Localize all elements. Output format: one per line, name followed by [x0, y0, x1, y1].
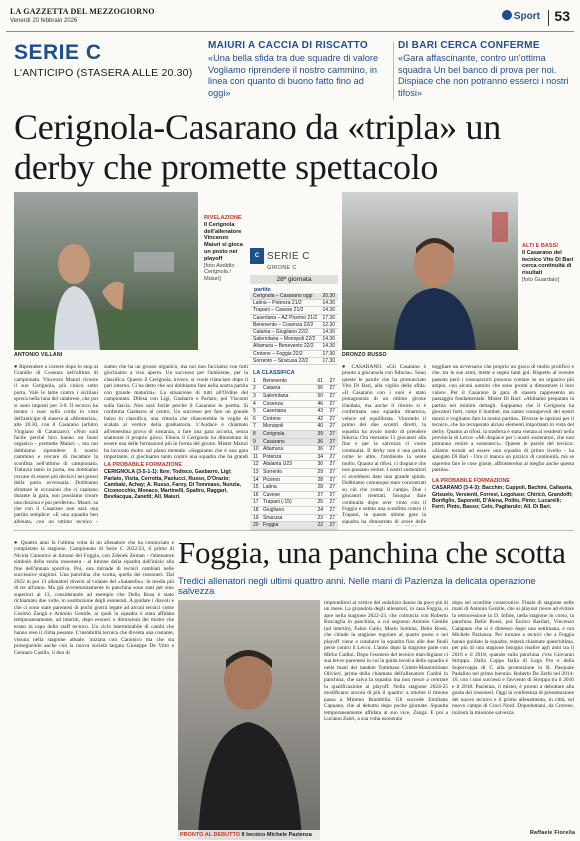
match-time: 14.30	[322, 343, 335, 350]
classifica-row	[250, 385, 338, 393]
match-time: 14.30	[322, 336, 335, 343]
photo-dibari-name: DRONZO RUSSO	[342, 352, 387, 358]
match-teams: Casertana – AZ Picerno 21/2	[253, 314, 318, 321]
formation-cerignola	[104, 462, 248, 501]
classifica-gp: 27	[329, 491, 335, 498]
match-row	[250, 343, 338, 350]
classifica-team: Sorrento	[263, 469, 283, 475]
classifica-gp: 27	[329, 415, 335, 422]
classifica-pts: 24	[317, 506, 323, 513]
classifica-gp: 27	[329, 385, 335, 392]
classifica-team: Siracusa	[263, 514, 283, 521]
photo-pazienza	[178, 600, 320, 840]
anticipo-label: L'ANTICIPO (STASERA ALLE 20.30)	[14, 67, 193, 79]
quote-maiuri	[208, 40, 388, 99]
serie-c-logo-icon: C	[250, 248, 264, 264]
article1-col4-text: toggliare un avversario che proprio un gioco di molto prolifico e che, tra le sue armi, mette a segno tanti gol. Rispetto al recente passato però i rossoazzurri possono contare su un organico più ampio, con alcuni uomini che sono pronti a dimostrare il loro valore. Per il Casarano la gara di stasera rappresenta un passaggio fondamentale. Mister Di Bari: «Abbiamo preparato la partita nei minimi dettagli. Sappiamo che il Cerignola ha giocatori forti, come il bomber, ma siamo consapevoli dei nostri mezzi e vogliamo fare la nostra partita». Diverse le opzioni per il tecnico, che ha recuperato alcuni elementi importanti in vista del derby. Quanto ai tifosi, la trasferta è stata vietata ai residenti nella provincia di Lecce. «Mi dispiace per i nostri sostenitori, che non potranno venire a sostenerci». Queste le parole del tecnico: «Siamo tornati ad essere una squadra di primo livello - ha spiegato Di Bari - Ora ci manca un pizzico di continuità, ma se sapremo fare le cose giuste, affronteremo al meglio anche questa partita».	[432, 364, 574, 474]
classifica-pts: 46	[317, 400, 323, 407]
match-time: 17.30	[322, 357, 335, 364]
classifica-pts: 34	[317, 453, 323, 460]
classifica-pos: 12	[253, 461, 259, 468]
classifica-gp: 27	[329, 469, 335, 475]
match-teams: Trapani – Cavese 21/2	[253, 307, 304, 314]
classifica-team: Casarano	[263, 438, 285, 445]
classifica-pts: 61	[317, 377, 323, 384]
classifica-team: Trapani (-15)	[263, 499, 292, 506]
classifica-pos: 9	[253, 438, 256, 445]
article1-col4	[432, 364, 574, 474]
classifica-pts: 23	[317, 514, 323, 521]
caption-body: Il Cerignola dell'allenatore Vincenzo Maiuri si gioca un posto nei playoff	[204, 221, 243, 262]
paper-name: LA GAZZETTA DEL MEZZOGIORNO	[10, 7, 155, 16]
match-time: 17.30	[322, 314, 335, 321]
match-time: 12.30	[322, 321, 335, 328]
standings-title: SERIE C	[267, 250, 310, 262]
classifica-row	[250, 439, 338, 447]
article1-col3	[342, 364, 426, 526]
classifica-pos: 8	[253, 431, 256, 438]
classifica-row	[250, 477, 338, 485]
match-row	[250, 322, 338, 329]
classifica-list	[250, 378, 338, 530]
matches-list	[250, 293, 338, 365]
classifica-pos: 6	[253, 415, 256, 422]
caption-body: Il tecnico Michele Pazienza	[241, 832, 312, 838]
match-time: 14.30	[322, 328, 335, 335]
classifica-team: Monopoli	[263, 423, 284, 430]
classifica-pts: 22	[317, 522, 323, 529]
match-time: 20.30	[322, 293, 335, 299]
article1-col1	[14, 364, 98, 526]
formation-title: LA PROBABILE FORMAZIONE	[104, 462, 182, 468]
quote-dibari	[398, 40, 574, 99]
match-time: 14.30	[322, 300, 335, 307]
classifica-row	[250, 492, 338, 500]
main-headline: Cerignola-Casarano da «tripla» un derby che promette spettacolo	[14, 107, 501, 187]
caption-kicker: ALTI E BASSI	[522, 243, 558, 249]
match-time: 17.30	[322, 350, 335, 357]
match-teams: Latina – Potenza 21/2	[253, 300, 302, 307]
article1-col3-text: CASARANO. «Gli Casarano è pronto a giocarsela con fiducia». Sono queste le parole che ha pronunciato Vito Di Bari, alla vigilia della sfida. «Il Casarano con i suoi è stato protagonista di un ottimo girone d'andata, ma anche il ritorno si è confermata una squadra dinamica, veloce ed equilibrata. Vincendo il primo dei due scontri diretti, la squadra ha avuto modo di prendere fiducia. Ora restiamo 11 giocatori alla fine e per la salvezza ci vuole continuità. Il derby non è una partita come le altre, l'ambiente la sente molto. Quanto ai tifosi, ci dispiace che non possano venire. I nostri sostenitori ci avrebbero dato una grande spinta. Dobbiamo comunque stare concentrati su ciò che conta: il campo. Due i giocatori rientrati, bisogna dare continuità dopo aver vinto con il Foggia e subito una sconfitta contro il Trapani, in queste ultime gare la squadra ha dimostrato di avere delle	[342, 364, 426, 525]
classifica-pos: 14	[253, 476, 259, 483]
classifica-gp: 27	[329, 423, 335, 430]
formation-title: LA PROBABILE FORMAZIONE	[432, 478, 510, 484]
match-row	[250, 358, 338, 365]
standings-subtitle: GIRONE C	[267, 265, 297, 271]
photo-maiuri-name: ANTONIO VILLANI	[14, 352, 63, 358]
quote-maiuri-text: «Una bella sfida tra due squadre di valore Vogliamo riprendere il nostro cammino, in linea con quanto di buono fatto fino ad oggi»	[208, 53, 379, 98]
standings-header	[250, 247, 338, 265]
classifica-row	[250, 378, 338, 386]
photo-pazienza-caption	[178, 830, 320, 840]
classifica-pos: 13	[253, 469, 259, 475]
article1-col2-body: siamo che ha un grosso organico, ma noi non facciamo con tutti giochiamo a viso aperto. Un successo per l'ambiente, per la classifica. Questo il Cerignola, invece, si vuole rilanciare dopo il pari interno. Ci ha detto che noi dobbiamo fare nella nostra partita con grande maturità». La situazione di tutti all'Ordine del campionato. Difesa con Ligi, Gasbarro e Parlato, poi Visconti sulla fascia. Non sarà facile perché il Casarano in partita. Si conferma Gasbarro al centro. Un successo per fare un grande balzo in classifica, una vittoria che rilancerebbe le voglie di scalata al vertice della graduatoria. L'Audace è chiamato all'ennesima prova di sostanza, a fare una gara accorta, senza snaturare il proprio gioco. Finora il Cerignola ha dimostrato di essere una delle formazioni più in forma del girone. Mister Maiuri ha lavorato molto sul piano mentale. «Sappiamo che è una gara importante, ci giochiamo tanto contro una squadra che ha grandi	[104, 364, 248, 460]
match-row	[250, 329, 338, 336]
classifica-pos: 4	[253, 400, 256, 407]
match-teams: Crotone – Foggia 22/2	[253, 350, 303, 357]
classifica-pts: 28	[317, 484, 323, 491]
match-teams: Benevento – Cosenza 22/2	[253, 321, 314, 328]
classifica-gp: 27	[329, 461, 335, 468]
classifica-gp: 27	[329, 514, 335, 521]
classifica-team: Altamura	[263, 446, 284, 453]
article2-author: Raffaele Fiorella	[530, 830, 576, 836]
classifica-row	[250, 461, 338, 469]
page-number: 53	[554, 8, 570, 24]
match-row	[250, 307, 338, 314]
classifica-row	[250, 515, 338, 523]
classifica-gp: 27	[329, 400, 335, 407]
classifica-pos: 19	[253, 514, 259, 521]
classifica-pts: 36	[317, 446, 323, 453]
classifica-gp: 27	[329, 408, 335, 415]
standings-box	[250, 247, 338, 530]
match-teams: Salernitana – Monopoli 22/2	[253, 336, 316, 343]
classifica-team: Cosenza	[263, 400, 283, 407]
sport-logo-icon	[502, 10, 512, 20]
second-headline: Foggia, una panchina che scotta	[178, 535, 566, 570]
classifica-team: Salernitana	[263, 393, 289, 400]
classifica-pos: 15	[253, 484, 259, 491]
match-row	[250, 300, 338, 307]
bullet-icon: ●	[342, 364, 352, 370]
classifica-pts: 36	[317, 438, 323, 445]
classifica-label: LA CLASSIFICA	[253, 369, 295, 376]
photo-dibari	[342, 192, 518, 350]
match-row	[250, 336, 338, 343]
classifica-pos: 11	[253, 453, 259, 460]
classifica-gp: 27	[329, 522, 335, 529]
article1-col1-text: Riprendere a correre dopo lo stop al Granillo di Cosenza nell'ultima di campionato. Vincenzo Maiuri rivuole il suo Cerignola, più cinico sotto porta. Vale le lame contro i siciliani spreca nella luna del calabrese, che poi si sono imposti per 3-0. Il tecnico ha tenuto i suoi sulla corda in vista dell'anticipo di stasera al «Monterisi», alle 20.30, con il Casarano (arbitro Vingiano di Catanzaro). «Non sarà facile perché loro hanno un buon organico - premette Maiuri -, ma noi dobbiamo riprendere il nostro cammino e cercare di riscattare la sconfitta nell'ultimo di campionato. Tuttavia tanto in porta, ma dobbiamo cercare di essere più decisivi nei pressi della porta avversaria. Dobbiamo sfruttare le occasioni che ci capitano durante la gara, non possiamo creare una dozzina e poi perderne». Mauri: sa che con il Casarano non sarà una partita semplice: «E una squadra ben allenata, con un ottimo tecnico -	[14, 364, 98, 525]
article2-col1	[14, 540, 174, 838]
classifica-pos: 2	[253, 385, 256, 392]
classifica-pts: 40	[317, 423, 323, 430]
quote-dibari-title: DI BARI CERCA CONFERME	[398, 40, 540, 51]
article2-col3	[452, 600, 574, 826]
classifica-pts: 56	[317, 385, 323, 392]
match-teams: Cerignola – Casarano oggi	[253, 293, 313, 299]
classifica-team: Catania	[263, 385, 281, 392]
classifica-team: Cavese	[263, 491, 280, 498]
classifica-team: Potenza	[263, 453, 282, 460]
article1-col2-main	[104, 364, 248, 460]
classifica-team: Foggia	[263, 522, 279, 529]
classifica-gp: 27	[329, 453, 335, 460]
classifica-pts: 43	[317, 408, 323, 415]
quote-dibari-text: «Gara affascinante, contro un'ottima squadra Un bel banco di prova per noi. Dispiace che non potranno esserci i nostri tifosi»	[398, 53, 569, 98]
classifica-gp: 27	[329, 484, 335, 491]
section-divider	[14, 530, 574, 531]
classifica-row	[250, 416, 338, 424]
classifica-pts: 30	[317, 461, 323, 468]
page-header	[6, 4, 574, 32]
classifica-pos: 7	[253, 423, 256, 430]
classifica-pos: 3	[253, 393, 256, 400]
classifica-row	[250, 408, 338, 416]
classifica-gp: 27	[329, 506, 335, 513]
caption-credit: [foto Asdidio Cerignola / Maiuri]	[204, 262, 235, 283]
bullet-icon: ●	[14, 540, 21, 546]
caption-body: Il Casarano del tecnico Vito Di Bari cerca continuità di risultati	[522, 249, 574, 277]
match-row	[250, 315, 338, 322]
photo-dibari-caption	[522, 243, 574, 284]
classifica-gp: 27	[329, 393, 335, 400]
classifica-pts: 39	[317, 431, 323, 438]
classifica-row	[250, 484, 338, 492]
match-teams: Altamura – Benevento 22/2	[253, 343, 314, 350]
classifica-team: Giugliano	[263, 506, 285, 513]
quote-maiuri-title: MAIURI A CACCIA DI RISCATTO	[208, 40, 368, 51]
classifica-pts: 25	[317, 499, 323, 506]
classifica-team: Benevento	[263, 377, 287, 384]
classifica-gp: 27	[329, 499, 335, 506]
classifica-team: Atalanta U23	[263, 461, 292, 468]
bullet-icon: ●	[14, 364, 20, 370]
classifica-row	[250, 393, 338, 401]
classifica-pos: 1	[253, 377, 256, 384]
classifica-team: Casertana	[263, 408, 287, 415]
classifica-row	[250, 469, 338, 477]
article2-col2	[324, 600, 448, 838]
classifica-row	[250, 423, 338, 431]
match-teams: Sorrento – Siracusa 22/2	[253, 357, 309, 364]
classifica-pts: 28	[317, 476, 323, 483]
classifica-gp: 27	[329, 476, 335, 483]
classifica-row	[250, 507, 338, 515]
classifica-row	[250, 401, 338, 409]
classifica-pts: 27	[317, 491, 323, 498]
quote-divider	[393, 42, 394, 100]
standings-round: 28ª giornata	[250, 275, 338, 284]
classifica-pts: 42	[317, 415, 323, 422]
article2-col1-text: Quattro anni fa l'ultima volta di un allenatore che ha cominciato e completato la stagione. Campionato di Serie C 2022/23, il primo di Nicola Canonico al timone del Foggia, con Zdenek Zeman - l'allenatore simbolo della storia rossonera - al timone della squadra dall'inizio alla fine dell'annata sportiva. Poi, una miriade di tecnici cambiati nelle successive stagioni. Una panchina che scotta, quella dei rossoneri. Dal 2022 in poi 13 allenatori diversi al volante del «Satanello»: in media più di tre all'anno. Ma già avventuratamente in panchina sono stati per sino superiori ai 13, considerando ad esempio che Della Rosa è stato richiamato due volte, in sostituzione degli esonerati. A guidare i diavoli e che ci sono state parentesi di pochi giorni legate ad alcuni tecnici come Cosimo Zangà e Antonio Gentile, ai quali la squadra è stata affidata temporaneamente, ad interim, dopo esoneri o dimissioni dei mister che erano in capo dello staff tecnico. Un ciclo interminabile di cambi che hanno reso il clima pesante. L'instabilità tecnica che diventa una costante, vissuta nella stagione attuale, iniziata con Canonico ma che sta proseguendo anche con la nuova società targata Giuseppe De Vitto e Gennaro Casillo, il duo di	[14, 540, 174, 656]
classifica-gp: 27	[329, 431, 335, 438]
classifica-team: Crotone	[263, 415, 281, 422]
classifica-row	[250, 431, 338, 439]
classifica-team: Latina	[263, 484, 277, 491]
classifica-pos: 5	[253, 408, 256, 415]
article2-col2-text: imprenditori al vertice del sodalizio dauno da poco più di un mese. La girandola degli allenatori, in casa Foggia, si apre nella stagione 2022-23, che comincia con Roberto Boscaglia in panchina, a cui seguono Antonio Gentile (ad interim), Fabio Gallo, Mario Somma, Delio Rossi, che chiude la stagione regolare al quarto posto e nei playoff viene a condurre la squadra fino alle due finali perse contro il Lecco. L'anno dopo la stagione parte con Mirko Cudini. Dopo l'esonero del tecnico marchigiano ci sua breve parentesi in cui la guida tecnica della squadra è nelle mani del tandem Tommaso Coletti-Massimiliano Olivieri, prima della chiamata dell'allenatore Cudini in panchina, che salva la squadra ma non riesce a centrare la qualificazione ai playoff. Nella stagione 2024-25 modificano ancora di più il quadro: a ottobre il timone passa a Mimmo Brambilla. Gli succede Emiliano Capuano, che al debutto dopo poche giornate. Squadra temporaneamente affidata al suo vice, Zanga. E poi a Luciano Zauri, a sua volta esonerato	[324, 600, 448, 723]
formation-text: CERIGNOLA (3-5-1-1): Ibre; Todisco, Gasbarro, Ligi; Parlato, Visita, Cerrotta, Paolucci, Russo, D'Orazio; Cambaki, Achay; A. Russo, Faroy, Di Tommaso, Nunzia, Ciconocchio, Monaco, Martinelli, Spaltro, Raggari, Bevilacqua, Zanetti; All. Maiuri.	[104, 469, 241, 501]
paper-date: Venerdì 20 febbraio 2026	[10, 18, 78, 24]
caption-credit: [foto Guardalo]	[522, 276, 560, 283]
classifica-pos: 18	[253, 506, 259, 513]
classifica-pos: 20	[253, 522, 259, 529]
article2-col3-text: dopo sei sconfitte consecutive. Finale di stagione nelle mani di Antonio Gentile, che ai playout riesce ad evitare la retrocessione in D. Infine, nella stagione in corso, la panchina Delio Rossi, poi Enrico Barilari, Vincenzo Catapano che si è dimesso dopo una settimana, e ora Michele Pazienza. Per tornare a tecnici che a Foggia hanno guidato la squadra, resterà chiamate quest'ultima, per più di una stagione bisogna risalire agli anni tra il 2016 e il 2018, quando sulla panchina c'era Giovanni Stroppa. Dalla Coppa Italia di Lega Pro e della Supercoppa di C alla promozione in B. Pasquale Padalino nel primo biennio. Roberto De Zerbi nel 2014-16, con i suoi successi e l'avvento di Stroppa tra il 2016 e il 2018. Pazienza, il mister, è pronto a debuttare alla guida dei rossoneri. Oggi la conferenza di presentazione del nuovo tecnico e il primo allenamento, in città, sul nuovo campo di Croci Nord. Dopodomani, da Crotone, inizierà la missione salvezza.	[452, 600, 574, 716]
second-subhead: Tredici allenatori negli ultimi quattro anni. Nelle mani di Pazienza la delicata operazione salvezza	[178, 576, 536, 597]
classifica-pos: 16	[253, 491, 259, 498]
match-time: 14.30	[322, 307, 335, 314]
match-teams: Catania – Giugliano 22/2	[253, 328, 309, 335]
section-badge	[502, 10, 540, 22]
classifica-pos: 10	[253, 446, 259, 453]
serie-label: SERIE C	[14, 41, 102, 64]
formation-text: CASARANO (3-4-3): Bacchin; Cuppoli, Bachini, Callaoria, Gitsuelo, Versienti, Forresi, Logoluso; Chiricò, Grandolfi; Bonfiglio, Saporetti, D'Alena, Polito, Pinto; Lucarelli; Ferri; Pinto, Basso; Celo, Pagliarulo; All. Di Bari.	[432, 485, 573, 511]
classifica-pts: 29	[317, 469, 323, 475]
classifica-team: Cerignola	[263, 431, 285, 438]
classifica-team: Picerno	[263, 476, 280, 483]
caption-kicker: PRONTO AL DEBUTTO	[180, 832, 240, 838]
classifica-gp: 27	[329, 446, 335, 453]
match-row	[250, 351, 338, 358]
classifica-row	[250, 454, 338, 462]
classifica-pts: 50	[317, 393, 323, 400]
formation-casarano	[432, 478, 574, 510]
classifica-gp: 27	[329, 377, 335, 384]
classifica-pos: 17	[253, 499, 259, 506]
classifica-gp: 27	[329, 438, 335, 445]
classifica-row	[250, 522, 338, 530]
photo-maiuri-caption	[204, 215, 246, 283]
caption-kicker: RIVELAZIONE	[204, 215, 242, 221]
section-label: Sport	[513, 11, 540, 22]
match-row	[250, 293, 338, 300]
photo-maiuri	[14, 192, 198, 350]
classifica-row	[250, 446, 338, 454]
classifica-row	[250, 499, 338, 507]
matches-label: partite	[254, 287, 271, 293]
